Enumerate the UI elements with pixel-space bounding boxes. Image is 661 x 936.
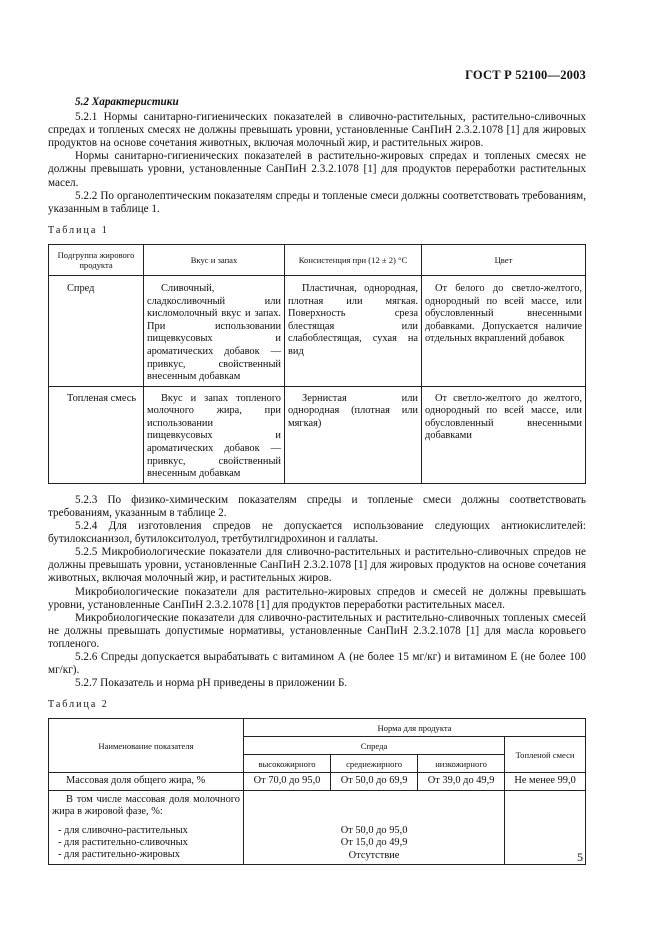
paragraph-5-2-1: 5.2.1 Нормы санитарно-гигиенических показателей в сливочно-растительных, растительно-сливочных спредах и топленых смесях не должны превышать уровни, установленные СанПиН 2.3.2.1078 [1] для жировых продуктов на основе сочетания животных, включая молочный жир, и растительных жиров. <box>48 111 586 150</box>
table1-caption: Таблица 1 <box>48 224 109 236</box>
paragraph-5-2-5: 5.2.5 Микробиологические показатели для сливочно-растительных и растительно-сливочных спредов не должны превышать уровни, установленные СанПиН 2.3.2.1078 [1] для жировых продуктов на основе сочетания животных, включая молочный жир, и растительных жиров. <box>48 546 586 585</box>
table2-header-melted: Топленой смеси <box>505 737 586 773</box>
table2-header-low: низкожирного <box>418 755 505 773</box>
list-item: - для растительно-жировых <box>58 849 180 861</box>
table1-cell-color: От светло-желтого до желтого, однородный по всей массе, или обусловленный внесенными добавками <box>422 386 586 483</box>
table2-row2-values-cell <box>244 790 505 864</box>
table1-header-taste: Вкус и запах <box>144 244 285 275</box>
list-item-value: От 15,0 до 49,9 <box>340 837 408 849</box>
list-item-value: Отсутствие <box>348 849 400 861</box>
table2-row1-label: Массовая доля общего жира, % <box>49 773 244 790</box>
table2-row1-medium: От 50,0 до 69,9 <box>331 773 418 790</box>
table1-cell-taste: Вкус и запах топленого молочного жира, при использовании пищевкусовых и ароматических добавок — привкус, свойственный внесенным добавкам <box>144 386 285 483</box>
table1-cell-consistency: Зернистая или однородная (плотная или мягкая) <box>285 386 422 483</box>
table2-row2-melted-cell <box>505 790 586 864</box>
table1-header-consistency: Консистенция при (12 ± 2) °С <box>285 244 422 275</box>
table1-cell-taste: Сливочный, сладкосливочный или кисломолочный вкус и запах. При использовании пищевкусовых и ароматических добавок — привкус, свойственный внесенным добавкам <box>144 275 285 386</box>
table2-header-medium: среднежирного <box>331 755 418 773</box>
table2-row1-melted: Не менее 99,0 <box>505 773 586 790</box>
page-content <box>48 96 586 865</box>
table-row <box>49 386 586 483</box>
paragraph-sanitary-norms: Нормы санитарно-гигиенических показателей в растительно-жировых спредах и топленых смесях не должны превышать уровни, установленные СанПиН 2.3.2.1078 [1] для продуктов переработки растительных масел. <box>48 150 586 189</box>
table1-header-subgroup: Подгруппа жирового продукта <box>49 244 144 275</box>
table1-cell-subgroup: Спред <box>49 275 144 386</box>
table2-header-high: высокожирного <box>244 755 331 773</box>
table1-header-row <box>49 244 586 275</box>
table2-row1-high: От 70,0 до 95,0 <box>244 773 331 790</box>
table2-row2-label-cell <box>49 790 244 864</box>
table2-header-row-1 <box>49 719 586 737</box>
paragraph-5-2-7: 5.2.7 Показатель и норма рН приведены в приложении Б. <box>75 677 348 690</box>
paragraph-5-2-3: 5.2.3 По физико-химическим показателям спреды и топленые смеси должны соответствовать требованиям, указанным в таблице 2. <box>48 493 586 519</box>
paragraph-5-2-2: 5.2.2 По органолептическим показателям спреды и топленые смеси должны соответствовать требованиям, указанным в таблице 1. <box>48 189 586 215</box>
table1-cell-color: От белого до светло-желтого, однородный по всей массе, или обусловленный внесенными добавками. Допускается наличие отдельных вкраплений добавок <box>422 275 586 386</box>
table1-header-color: Цвет <box>422 244 586 275</box>
organoleptic-table <box>48 244 586 484</box>
table2-caption: Таблица 2 <box>48 699 109 711</box>
table2-header-indicator: Наименование показателя <box>49 719 244 773</box>
section-title: 5.2 Характеристики <box>75 96 179 108</box>
table-row <box>49 790 586 864</box>
table2-header-norm: Норма для продукта <box>244 719 586 737</box>
list-item: - для растительно-сливочных <box>58 836 188 848</box>
page-number: 5 <box>577 850 583 864</box>
table1-cell-subgroup: Топленая смесь <box>49 386 144 483</box>
paragraph-microbiology-melted: Микробиологические показатели для сливочно-растительных и растительно-сливочных топленых смесей не должны превышать допустимые нормативы, установленные СанПиН 2.3.2.1078 [1] для масла коровьего топленого. <box>48 611 586 650</box>
paragraph-5-2-4: 5.2.4 Для изготовления спредов не допускается использование следующих антиокислителей: бутилоксианизол, бутилокситолуол, третбутилгидрохинон и галлаты. <box>48 520 586 546</box>
list-item: - для сливочно-растительных <box>58 824 188 836</box>
table2-header-spreads: Спреда <box>244 737 505 755</box>
document-number-header: ГОСТ Р 52100—2003 <box>465 68 586 82</box>
paragraph-microbiology-vegetable: Микробиологические показатели для растительно-жировых спредов и смесей не должны превышать уровни, установленные СанПиН 2.3.2.1078 [1] для продуктов переработки растительных масел. <box>48 585 586 611</box>
paragraph-5-2-6: 5.2.6 Спреды допускается вырабатывать с витамином А (не более 15 мг/кг) и витамином Е (не более 100 мг/кг). <box>48 650 586 677</box>
table-row <box>49 773 586 790</box>
list-item-value: От 50,0 до 95,0 <box>340 824 408 836</box>
physicochemical-table <box>48 718 586 865</box>
table2-row2-label: В том числе массовая доля молочного жира в жировой фазе, %: <box>52 793 240 818</box>
table1-cell-consistency: Пластичная, однородная, плотная или мягкая. Поверхность среза блестящая или слабоблестящая, сухая на вид <box>285 275 422 386</box>
table2-row1-low: От 39,0 до 49,9 <box>418 773 505 790</box>
table-row <box>49 275 586 386</box>
